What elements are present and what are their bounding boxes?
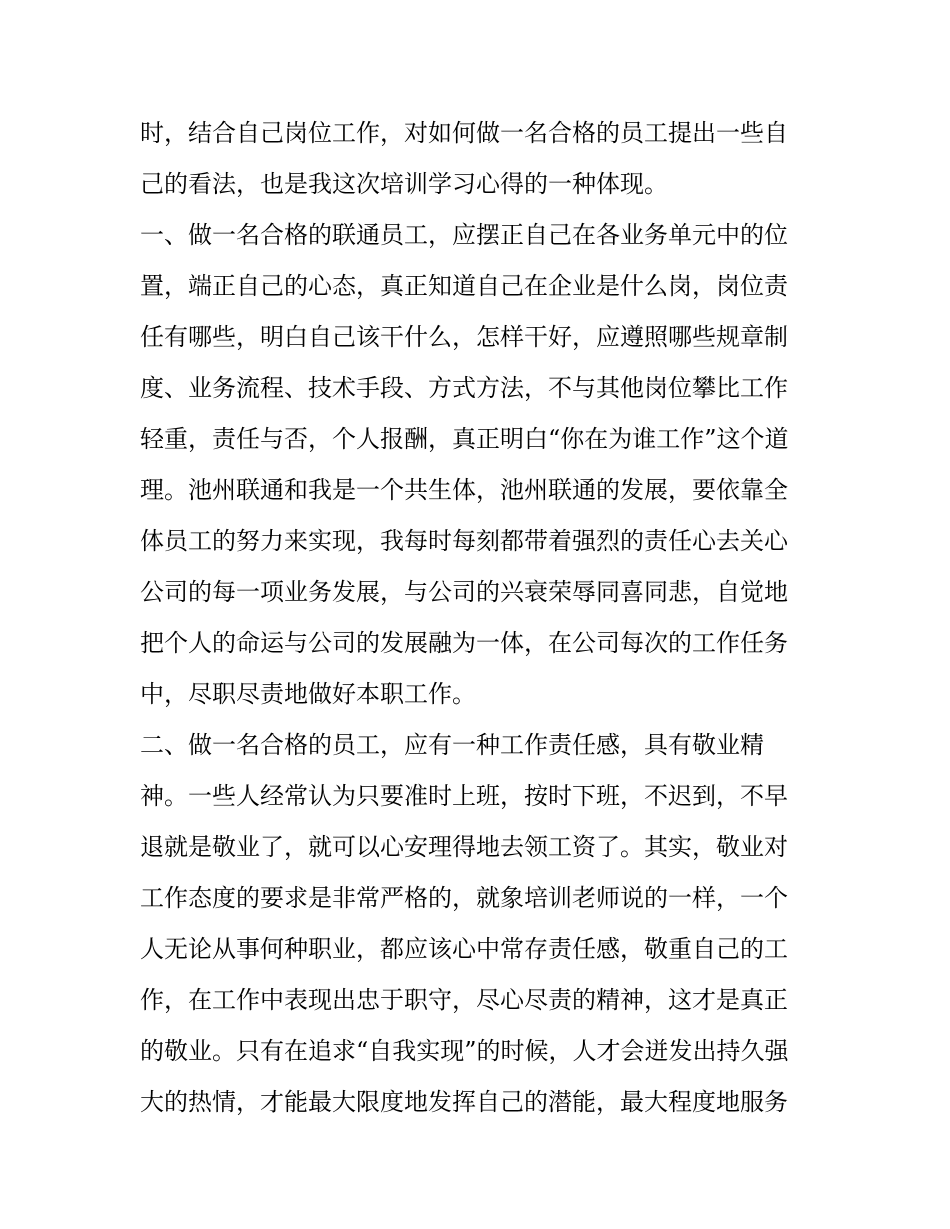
text-line: 体员工的努力来实现，我每时每刻都带着强烈的责任心去关心: [140, 527, 788, 555]
text-line: 时，结合自己岗位工作，对如何做一名合格的员工提出一些自: [140, 119, 788, 147]
text-line: 人无论从事何种职业，都应该心中常存责任感，敬重自己的工: [140, 935, 788, 963]
text-line: 置，端正自己的心态，真正知道自己在企业是什么岗，岗位责: [140, 272, 788, 300]
text-line: 把个人的命运与公司的发展融为一体，在公司每次的工作任务: [140, 629, 788, 657]
text-line: 神。一些人经常认为只要准时上班，按时下班，不迟到，不早: [140, 782, 788, 810]
text-line: 一、做一名合格的联通员工，应摆正自己在各业务单元中的位: [140, 221, 788, 249]
text-line: 工作态度的要求是非常严格的，就象培训老师说的一样，一个: [140, 884, 788, 912]
text-line: 理。池州联通和我是一个共生体，池州联通的发展，要依靠全: [140, 476, 788, 504]
document-body: [140, 108, 820, 1128]
text-line: 度、业务流程、技术手段、方式方法，不与其他岗位攀比工作: [140, 374, 788, 402]
text-line: 退就是敬业了，就可以心安理得地去领工资了。其实，敬业对: [140, 833, 788, 861]
text-line: 的敬业。只有在追求“自我实现”的时候，人才会迸发出持久强: [140, 1037, 789, 1065]
text-line: 公司的每一项业务发展，与公司的兴衰荣辱同喜同悲，自觉地: [140, 578, 788, 606]
text-line: 大的热情，才能最大限度地发挥自己的潜能，最大程度地服务: [140, 1088, 788, 1116]
text-line: 二、做一名合格的员工，应有一种工作责任感，具有敬业精: [140, 731, 764, 759]
text-line: 己的看法，也是我这次培训学习心得的一种体现。: [140, 170, 668, 198]
text-line: 任有哪些，明白自己该干什么，怎样干好，应遵照哪些规章制: [140, 323, 788, 351]
text-line: 中，尽职尽责地做好本职工作。: [140, 680, 476, 708]
text-line: 作，在工作中表现出忠于职守，尽心尽责的精神，这才是真正: [140, 986, 788, 1014]
text-line: 轻重，责任与否，个人报酬，真正明白“你在为谁工作”这个道: [140, 425, 789, 453]
